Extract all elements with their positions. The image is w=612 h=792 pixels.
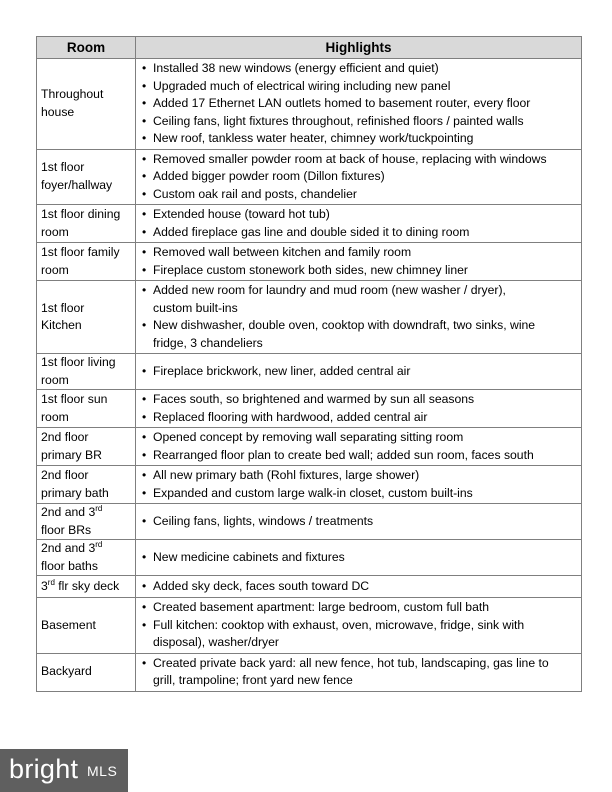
highlights-list bbox=[142, 578, 577, 596]
highlight-item bbox=[142, 655, 577, 690]
highlights-list bbox=[142, 244, 577, 279]
highlight-text: Replaced flooring with hardwood, added central air bbox=[153, 409, 428, 424]
room-cell bbox=[37, 466, 136, 504]
room-label-superscript: rd bbox=[47, 577, 55, 587]
room-cell bbox=[37, 205, 136, 243]
table-row bbox=[37, 540, 582, 576]
highlight-item bbox=[142, 262, 577, 280]
highlights-cell bbox=[136, 466, 582, 504]
room-label-line: Throughout bbox=[41, 87, 104, 102]
highlight-text-line: New dishwasher, double oven, cooktop with downdraft, two sinks, wine bbox=[153, 318, 536, 332]
highlight-text-line: grill, trampoline; front yard new fence bbox=[153, 673, 353, 687]
bright-mls-watermark bbox=[0, 749, 128, 792]
highlight-item bbox=[142, 317, 577, 352]
highlight-text: Removed smaller powder room at back of house, replacing with windows bbox=[153, 151, 547, 166]
room-label-line: Kitchen bbox=[41, 318, 82, 332]
table-row bbox=[37, 576, 582, 598]
table-row bbox=[37, 428, 582, 466]
highlights-cell bbox=[136, 59, 582, 150]
room-label-line: Backyard bbox=[41, 664, 92, 679]
highlight-text: Opened concept by removing wall separating sitting room bbox=[153, 430, 464, 444]
table-row bbox=[37, 598, 582, 654]
room-label-line: 1st floor family bbox=[41, 245, 120, 259]
room-label-line: room bbox=[41, 224, 69, 239]
table-row bbox=[37, 205, 582, 243]
room-cell bbox=[37, 390, 136, 428]
room-label-line: room bbox=[41, 262, 69, 277]
highlights-list bbox=[142, 599, 577, 652]
room-label-suffix: flr sky deck bbox=[54, 578, 120, 593]
room-label-line: Basement bbox=[41, 617, 96, 632]
highlight-text-line: disposal), washer/dryer bbox=[153, 635, 279, 649]
highlight-text: Rearranged floor plan to create bed wall; added sun room, faces south bbox=[153, 447, 534, 462]
room-cell bbox=[37, 281, 136, 354]
table-row bbox=[37, 390, 582, 428]
highlights-cell bbox=[136, 428, 582, 466]
room-cell bbox=[37, 59, 136, 150]
highlight-item bbox=[142, 467, 577, 485]
highlight-item bbox=[142, 206, 577, 224]
room-label-line: room bbox=[41, 372, 69, 387]
highlight-item bbox=[142, 429, 577, 447]
table-row bbox=[37, 149, 582, 205]
room-label-line: 2nd floor bbox=[41, 430, 89, 444]
table-header-row bbox=[37, 37, 582, 59]
highlight-text: Installed 38 new windows (energy efficient and quiet) bbox=[153, 61, 439, 75]
highlight-item bbox=[142, 224, 577, 242]
highlight-text-line: Created private back yard: all new fence, hot tub, landscaping, gas line to bbox=[153, 655, 549, 670]
highlight-item bbox=[142, 282, 577, 317]
watermark-mls: MLS bbox=[87, 763, 118, 779]
highlights-cell bbox=[136, 504, 582, 540]
table-row bbox=[37, 466, 582, 504]
highlight-item bbox=[142, 578, 577, 596]
highlights-cell bbox=[136, 390, 582, 428]
highlights-list bbox=[142, 60, 577, 148]
room-cell bbox=[37, 243, 136, 281]
highlights-cell bbox=[136, 205, 582, 243]
highlights-cell bbox=[136, 576, 582, 598]
room-column-header: Room bbox=[37, 37, 136, 59]
highlight-item bbox=[142, 447, 577, 465]
highlights-list bbox=[142, 151, 577, 204]
highlight-text-line: Full kitchen: cooktop with exhaust, oven, microwave, fridge, sink with bbox=[153, 617, 525, 632]
highlight-text: Expanded and custom large walk-in closet, custom built-ins bbox=[153, 485, 473, 500]
highlight-text-line: custom built-ins bbox=[153, 300, 238, 315]
table-row bbox=[37, 504, 582, 540]
highlight-item bbox=[142, 363, 577, 381]
highlights-list bbox=[142, 363, 577, 381]
room-label-line: 1st floor dining bbox=[41, 207, 121, 221]
room-label-prefix: 2nd and 3 bbox=[41, 505, 96, 519]
table-row bbox=[37, 281, 582, 354]
highlight-text: Added 17 Ethernet LAN outlets homed to basement router, every floor bbox=[153, 96, 531, 110]
table-row bbox=[37, 59, 582, 150]
room-label-line: 1st floor bbox=[41, 160, 85, 175]
room-label-line: primary BR bbox=[41, 447, 102, 462]
highlights-cell bbox=[136, 540, 582, 576]
highlight-item bbox=[142, 60, 577, 78]
highlight-text: Custom oak rail and posts, chandelier bbox=[153, 186, 357, 201]
room-label-line: room bbox=[41, 409, 69, 424]
highlight-item bbox=[142, 549, 577, 567]
highlights-cell bbox=[136, 598, 582, 654]
room-label-line: house bbox=[41, 104, 75, 119]
highlight-item bbox=[142, 95, 577, 113]
room-label-line: 1st floor living bbox=[41, 355, 116, 369]
highlight-text: New roof, tankless water heater, chimney work/tuckpointing bbox=[153, 131, 474, 145]
room-cell bbox=[37, 149, 136, 205]
room-label-superscript: rd bbox=[95, 539, 103, 549]
highlight-item bbox=[142, 113, 577, 131]
highlight-text: Fireplace custom stonework both sides, new chimney liner bbox=[153, 262, 468, 277]
highlight-text: Created basement apartment: large bedroom, custom full bath bbox=[153, 600, 490, 614]
highlight-item bbox=[142, 513, 577, 531]
room-label-superscript: rd bbox=[95, 503, 103, 513]
room-cell bbox=[37, 540, 136, 576]
highlights-cell bbox=[136, 354, 582, 390]
highlight-text: Added fireplace gas line and double sided it to dining room bbox=[153, 224, 470, 239]
highlights-list bbox=[142, 391, 577, 426]
highlight-text: Removed wall between kitchen and family room bbox=[153, 245, 412, 259]
highlight-item bbox=[142, 151, 577, 169]
room-label-line: primary bath bbox=[41, 485, 109, 500]
highlights-list bbox=[142, 467, 577, 502]
highlight-item bbox=[142, 599, 577, 617]
highlight-item bbox=[142, 617, 577, 652]
highlight-text: Added bigger powder room (Dillon fixtures) bbox=[153, 169, 385, 183]
highlight-text: All new primary bath (Rohl fixtures, large shower) bbox=[153, 468, 420, 482]
highlights-list bbox=[142, 655, 577, 690]
highlight-item bbox=[142, 130, 577, 148]
room-label-line: 2nd floor bbox=[41, 468, 89, 482]
highlights-cell bbox=[136, 149, 582, 205]
room-label-prefix: 2nd and 3 bbox=[41, 541, 96, 555]
highlights-list bbox=[142, 282, 577, 352]
highlight-text-line: fridge, 3 chandeliers bbox=[153, 335, 263, 350]
highlights-cell bbox=[136, 653, 582, 691]
watermark-brand: bright bbox=[9, 754, 79, 784]
room-cell bbox=[37, 653, 136, 691]
room-cell bbox=[37, 504, 136, 540]
highlight-text: New medicine cabinets and fixtures bbox=[153, 549, 345, 564]
table-row bbox=[37, 653, 582, 691]
highlight-item bbox=[142, 78, 577, 96]
room-label-prefix: 3 bbox=[41, 578, 48, 593]
room-cell bbox=[37, 428, 136, 466]
room-label-line: 1st floor sun bbox=[41, 392, 108, 406]
highlight-item bbox=[142, 485, 577, 503]
highlights-column-header: Highlights bbox=[136, 37, 582, 59]
highlight-text: Extended house (toward hot tub) bbox=[153, 207, 330, 221]
highlights-list bbox=[142, 513, 577, 531]
room-cell bbox=[37, 354, 136, 390]
highlights-list bbox=[142, 206, 577, 241]
highlight-text-line: Added new room for laundry and mud room (new washer / dryer), bbox=[153, 283, 506, 297]
highlights-table bbox=[36, 36, 582, 692]
highlight-item bbox=[142, 409, 577, 427]
highlight-item bbox=[142, 186, 577, 204]
room-label-line: 1st floor bbox=[41, 300, 85, 315]
table-row bbox=[37, 354, 582, 390]
room-cell bbox=[37, 576, 136, 598]
highlight-text: Ceiling fans, lights, windows / treatments bbox=[153, 513, 374, 528]
highlight-text: Faces south, so brightened and warmed by sun all seasons bbox=[153, 392, 475, 406]
table-row bbox=[37, 243, 582, 281]
highlight-text: Added sky deck, faces south toward DC bbox=[153, 578, 370, 593]
highlight-item bbox=[142, 244, 577, 262]
highlight-text: Fireplace brickwork, new liner, added central air bbox=[153, 363, 411, 378]
highlight-text: Ceiling fans, light fixtures throughout, refinished floors / painted walls bbox=[153, 113, 524, 128]
highlight-item bbox=[142, 391, 577, 409]
highlight-item bbox=[142, 168, 577, 186]
highlights-list bbox=[142, 429, 577, 464]
room-label-line: foyer/hallway bbox=[41, 177, 113, 192]
table-body bbox=[37, 59, 582, 692]
highlights-cell bbox=[136, 243, 582, 281]
highlight-text: Upgraded much of electrical wiring including new panel bbox=[153, 78, 451, 93]
room-cell bbox=[37, 598, 136, 654]
highlights-cell bbox=[136, 281, 582, 354]
highlights-list bbox=[142, 549, 577, 567]
room-label-line: floor BRs bbox=[41, 522, 92, 537]
room-label-line: floor baths bbox=[41, 558, 98, 573]
